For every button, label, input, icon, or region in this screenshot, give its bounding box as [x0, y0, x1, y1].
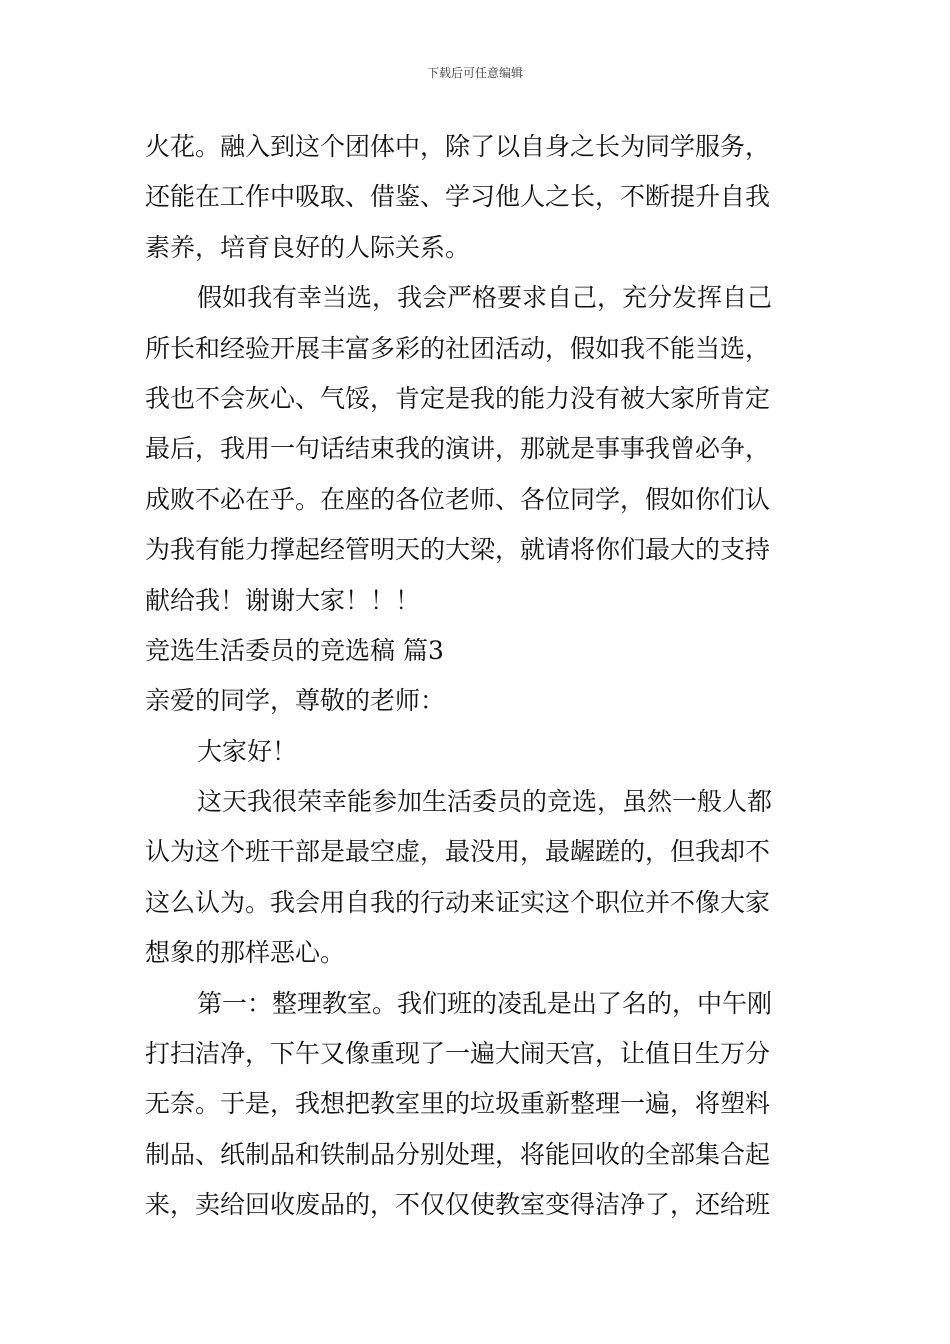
text-line: 假如我有幸当选，我会严格要求自己，充分发挥自己	[197, 283, 773, 313]
text-line: 所长和经验开展丰富多彩的社团活动，假如我不能当选，	[145, 333, 771, 363]
text-line: 认为这个班干部是最空虚，最没用，最龌蹉的，但我却不	[145, 837, 771, 867]
text-line: 制品、纸制品和铁制品分别处理，将能回收的全部集合起	[145, 1139, 771, 1169]
text-line: 献给我！谢谢大家！！！	[145, 585, 421, 615]
text-line: 这天我很荣幸能参加生活委员的竞选，虽然一般人都	[197, 787, 773, 817]
text-line: 想象的那样恶心。	[145, 938, 346, 968]
page-header: 下载后可任意编辑	[426, 66, 523, 80]
text-line: 为我有能力撑起经管明天的大梁，就请将你们最大的支持	[145, 535, 771, 565]
text-line: 素养，培育良好的人际关系。	[145, 232, 471, 262]
text-line: 成败不必在乎。在座的各位老师、各位同学，假如你们认	[145, 484, 771, 514]
text-line: 亲爱的同学，尊敬的老师：	[145, 686, 446, 716]
text-line: 这么认为。我会用自我的行动来证实这个职位并不像大家	[145, 887, 771, 917]
text-line: 第一：整理教室。我们班的凌乱是出了名的，中午刚	[197, 988, 773, 1018]
text-line: 还能在工作中吸取、借鉴、学习他人之长，不断提升自我	[145, 182, 771, 212]
text-line: 无奈。于是，我想把教室里的垃圾重新整理一遍，将塑料	[145, 1089, 771, 1119]
text-line: 竞选生活委员的竞选稿 篇3	[145, 635, 444, 665]
text-line: 打扫洁净，下午又像重现了一遍大闹天宫，让值日生万分	[145, 1039, 771, 1069]
text-line: 大家好！	[197, 736, 298, 766]
text-line: 来，卖给回收废品的，不仅仅使教室变得洁净了，还给班	[145, 1190, 771, 1220]
text-line: 我也不会灰心、气馁，肯定是我的能力没有被大家所肯定	[145, 383, 771, 413]
document-body	[145, 122, 807, 1231]
text-line: 最后，我用一句话结束我的演讲，那就是事事我曾必争，	[145, 434, 771, 464]
text-line: 火花。融入到这个团体中，除了以自身之长为同学服务，	[145, 132, 771, 161]
